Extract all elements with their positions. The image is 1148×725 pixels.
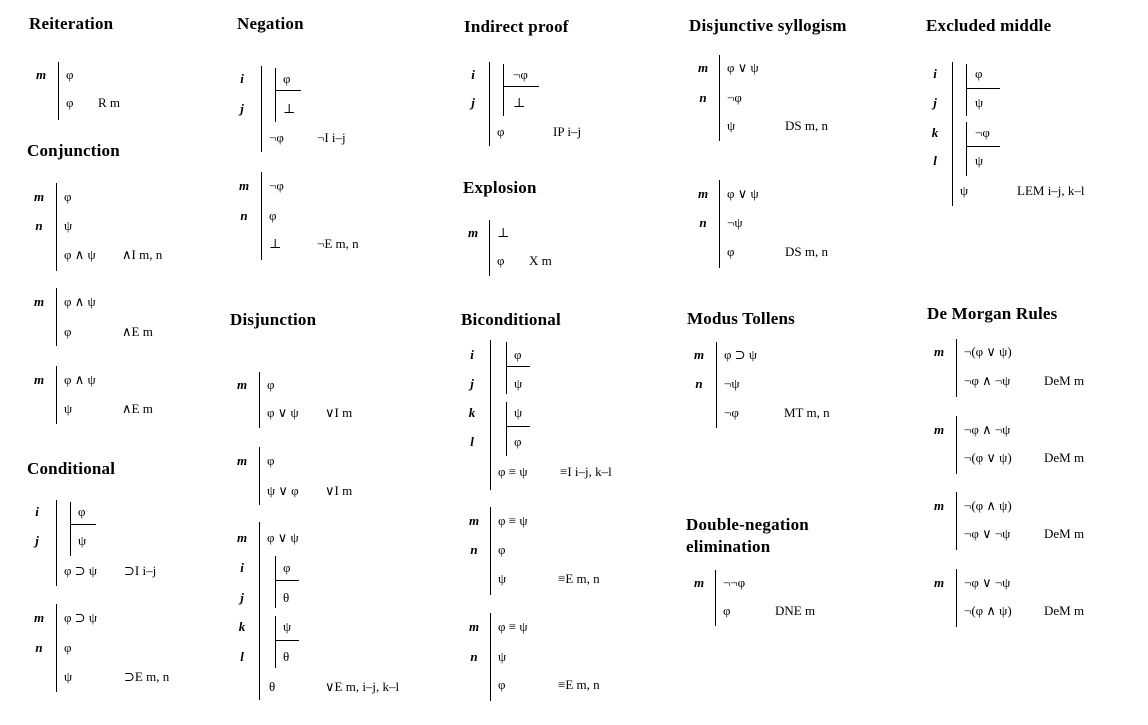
line-number: n: [35, 218, 43, 233]
line-number: m: [697, 60, 709, 75]
formula: φ ∧ ψ: [64, 372, 96, 387]
formula: φ: [267, 377, 275, 392]
justification: DeM m: [1044, 603, 1085, 618]
justification: ⊃E m, n: [124, 669, 170, 684]
line-number: l: [933, 153, 937, 168]
line-number: n: [35, 640, 43, 655]
formula: φ: [64, 189, 72, 204]
justification: R m: [98, 95, 121, 110]
formula: ¬φ: [727, 90, 742, 105]
formula: φ: [498, 542, 506, 557]
justification: ¬E m, n: [317, 236, 359, 251]
justification: X m: [529, 253, 552, 268]
line-number: j: [240, 590, 244, 605]
formula: φ: [497, 253, 505, 268]
formula: θ: [283, 590, 290, 605]
formula: ⊥: [269, 236, 282, 251]
formula: φ: [283, 71, 291, 86]
formula: φ: [497, 124, 505, 139]
formula: ¬φ ∨ ¬ψ: [964, 526, 1011, 541]
section-title-line1: Double-negation: [686, 515, 809, 534]
justification: DeM m: [1044, 450, 1085, 465]
formula: ¬φ: [513, 67, 528, 82]
section-title-line2: elimination: [686, 537, 771, 556]
line-number: k: [931, 125, 939, 140]
line-number: i: [470, 347, 474, 362]
section-title: Biconditional: [461, 310, 561, 329]
formula: φ: [514, 434, 522, 449]
justification: DS m, n: [785, 244, 828, 259]
formula: ¬φ ∧ ¬ψ: [964, 422, 1011, 437]
formula: ψ: [975, 95, 984, 110]
formula: ψ: [498, 571, 507, 586]
line-number: m: [468, 513, 480, 528]
formula: ¬¬φ: [723, 575, 746, 590]
formula: ψ: [514, 376, 523, 391]
formula: φ: [283, 560, 291, 575]
formula: φ ∧ ψ: [64, 294, 96, 309]
section-title: De Morgan Rules: [927, 304, 1058, 323]
formula: φ: [64, 640, 72, 655]
justification: DNE m: [775, 603, 816, 618]
formula: ⊥: [283, 101, 296, 116]
formula: ψ: [64, 218, 73, 233]
line-number: m: [933, 575, 945, 590]
formula: ¬ψ: [727, 215, 743, 230]
formula: φ: [66, 95, 74, 110]
formula: φ: [66, 67, 74, 82]
formula: ψ: [64, 669, 73, 684]
formula: ⊥: [497, 225, 510, 240]
line-number: i: [471, 67, 475, 82]
formula: ψ: [514, 405, 523, 420]
line-number: m: [933, 344, 945, 359]
formula: ¬(φ ∧ ψ): [964, 498, 1012, 513]
formula: θ: [283, 649, 290, 664]
line-number: m: [33, 610, 45, 625]
justification: IP i–j: [553, 124, 582, 139]
line-number: l: [240, 649, 244, 664]
line-number: j: [35, 533, 39, 548]
formula: ¬φ ∨ ¬ψ: [964, 575, 1011, 590]
formula: φ ⊃ ψ: [64, 563, 98, 578]
formula: ψ: [498, 649, 507, 664]
formula: ¬(φ ∧ ψ): [964, 603, 1012, 618]
section-title: Conditional: [27, 459, 116, 478]
formula: φ: [269, 208, 277, 223]
line-number: i: [240, 560, 244, 575]
justification: ≡I i–j, k–l: [560, 464, 612, 479]
line-number: m: [236, 530, 248, 545]
line-number: j: [470, 376, 474, 391]
formula: φ: [64, 324, 72, 339]
line-number: m: [693, 575, 705, 590]
formula: φ ∨ ψ: [267, 405, 299, 420]
formula: φ ⊃ ψ: [64, 610, 98, 625]
line-number: i: [35, 504, 39, 519]
line-number: m: [238, 178, 250, 193]
line-number: n: [699, 215, 707, 230]
formula: θ: [269, 679, 276, 694]
line-number: l: [470, 434, 474, 449]
formula: φ ≡ ψ: [498, 619, 528, 634]
section-title: Negation: [237, 14, 304, 33]
section-title: Reiteration: [29, 14, 114, 33]
justification: ∨I m: [325, 483, 353, 498]
line-number: i: [933, 66, 937, 81]
justification: LEM i–j, k–l: [1017, 183, 1085, 198]
section-title: Modus Tollens: [687, 309, 795, 328]
section-title: Indirect proof: [464, 17, 569, 36]
line-number: m: [467, 225, 479, 240]
formula: φ ≡ ψ: [498, 464, 528, 479]
section-title: Explosion: [463, 178, 537, 197]
formula: ¬φ: [269, 130, 284, 145]
formula: φ: [727, 244, 735, 259]
justification: MT m, n: [784, 405, 830, 420]
line-number: m: [693, 347, 705, 362]
formula: ¬ψ: [724, 376, 740, 391]
line-number: m: [933, 498, 945, 513]
justification: ∧E m: [122, 401, 153, 416]
line-number: m: [33, 372, 45, 387]
formula: φ ∨ ψ: [727, 186, 759, 201]
justification: ≡E m, n: [558, 677, 600, 692]
justification: ∨E m, i–j, k–l: [325, 679, 400, 694]
line-number: n: [695, 376, 703, 391]
justification: DeM m: [1044, 373, 1085, 388]
formula: φ ∧ ψ: [64, 247, 96, 262]
line-number: m: [33, 189, 45, 204]
formula: φ ⊃ ψ: [724, 347, 758, 362]
justification: ∨I m: [325, 405, 353, 420]
section-title: Disjunctive syllogism: [689, 16, 847, 35]
formula: ψ: [975, 153, 984, 168]
formula: φ ∨ ψ: [267, 530, 299, 545]
justification: DeM m: [1044, 526, 1085, 541]
formula: ψ: [64, 401, 73, 416]
line-number: i: [240, 71, 244, 86]
formula: ⊥: [513, 95, 526, 110]
line-number: m: [697, 186, 709, 201]
formula: φ ∨ ψ: [727, 60, 759, 75]
line-number: n: [470, 649, 478, 664]
formula: ¬φ: [975, 125, 990, 140]
justification: ¬I i–j: [317, 130, 346, 145]
formula: φ: [975, 66, 983, 81]
formula: φ ≡ ψ: [498, 513, 528, 528]
line-number: j: [471, 95, 475, 110]
line-number: n: [699, 90, 707, 105]
formula: φ: [723, 603, 731, 618]
formula: ¬φ: [269, 178, 284, 193]
formula: ¬φ ∧ ¬ψ: [964, 373, 1011, 388]
line-number: m: [35, 67, 47, 82]
line-number: m: [933, 422, 945, 437]
line-number: m: [468, 619, 480, 634]
line-number: m: [236, 453, 248, 468]
justification: ⊃I i–j: [124, 563, 157, 578]
line-number: m: [33, 294, 45, 309]
justification: ∧I m, n: [122, 247, 163, 262]
formula: ¬(φ ∨ ψ): [964, 450, 1012, 465]
formula: ψ ∨ φ: [267, 483, 299, 498]
line-number: k: [238, 619, 246, 634]
line-number: n: [240, 208, 248, 223]
formula: ψ: [283, 619, 292, 634]
formula: ψ: [78, 533, 87, 548]
justification: ≡E m, n: [558, 571, 600, 586]
justification: ∧E m: [122, 324, 153, 339]
line-number: n: [470, 542, 478, 557]
line-number: j: [240, 101, 244, 116]
formula: ψ: [727, 118, 736, 133]
formula: ψ: [960, 183, 969, 198]
section-title: Excluded middle: [926, 16, 1052, 35]
formula: φ: [78, 504, 86, 519]
formula: φ: [498, 677, 506, 692]
line-number: j: [933, 95, 937, 110]
justification: DS m, n: [785, 118, 828, 133]
formula: ¬(φ ∨ ψ): [964, 344, 1012, 359]
line-number: k: [468, 405, 476, 420]
formula: φ: [267, 453, 275, 468]
formula: ¬φ: [724, 405, 739, 420]
formula: φ: [514, 347, 522, 362]
section-title: Conjunction: [27, 141, 120, 160]
section-title: Disjunction: [230, 310, 317, 329]
line-number: m: [236, 377, 248, 392]
